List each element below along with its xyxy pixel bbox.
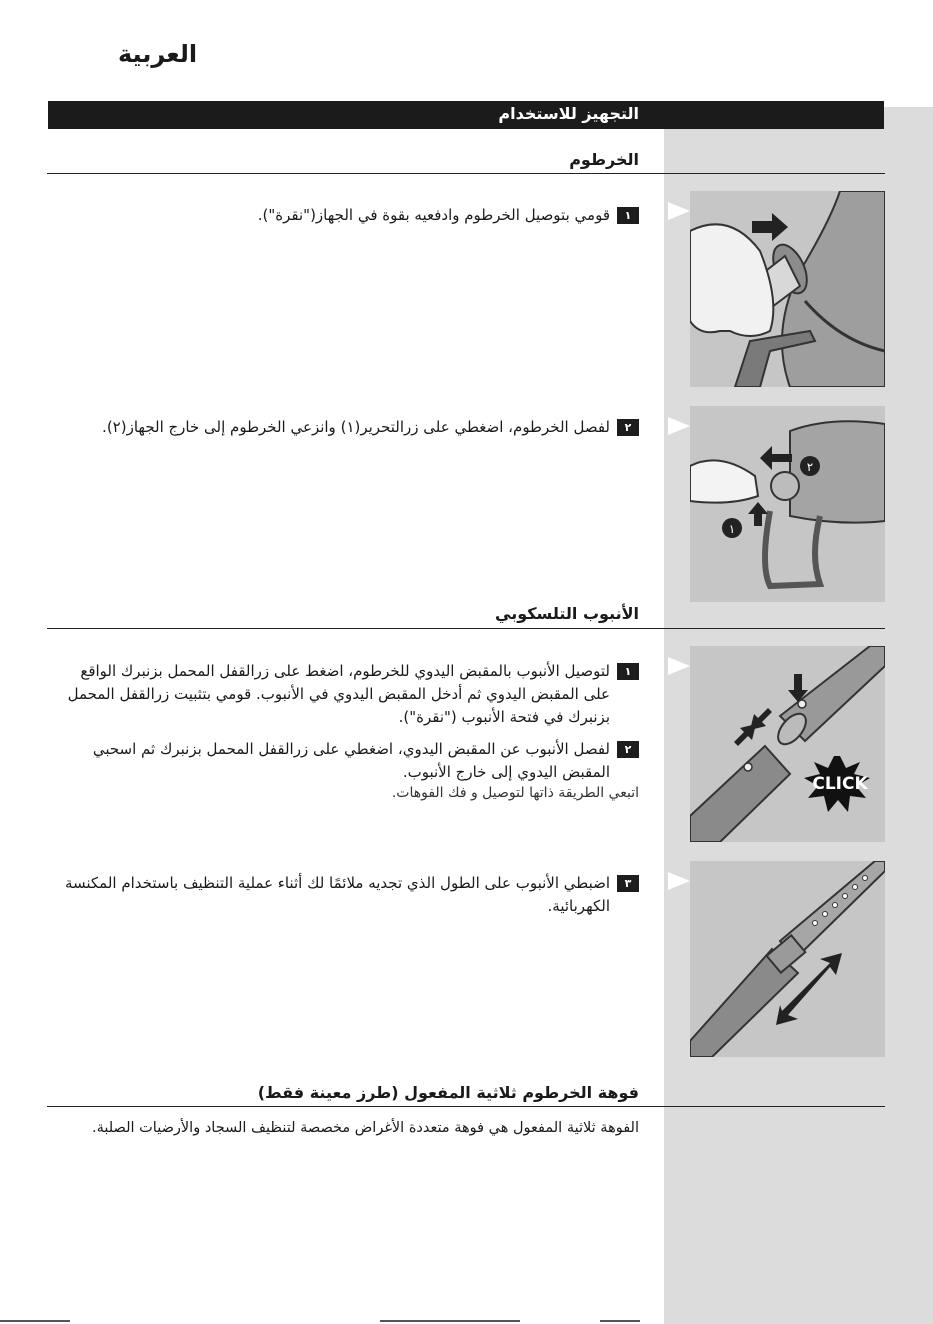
tube-step-1-text: لتوصيل الأنبوب بالمقبض اليدوي للخرطوم، اضغط على زرالقفل المحمل بزنبرك الواقع على المقبض اليدوي ثم أدخل المقبض اليدوي في الأنبوب. قومي بتثبيت زرالقفل المحمل بزنبرك في فتحة الأنبوب ("نقرة").	[67, 662, 610, 726]
hose-connect-illustration	[690, 191, 885, 387]
hose-connect-drawing	[690, 191, 885, 387]
language-heading: العربية	[118, 40, 198, 68]
illustration-pointer	[668, 872, 690, 890]
step-number-badge: ١	[617, 663, 639, 680]
hose-section-rule	[47, 173, 885, 174]
hose-step-1-text: قومي بتوصيل الخرطوم وادفعيه بقوة في الجهاز("نقرة").	[257, 206, 610, 224]
hose-release-drawing	[690, 406, 885, 602]
tube-section-rule	[47, 628, 885, 629]
step-number-badge: ٢	[617, 419, 639, 436]
tube-adjust-drawing	[690, 861, 885, 1057]
nozzle-section-title: فوهة الخرطوم ثلاثية المفعول (طرز معينة فقط)	[257, 1083, 639, 1102]
tube-click-illustration	[690, 646, 885, 842]
hose-section-title: الخرطوم	[569, 150, 639, 169]
tube-step-3-text: اضبطي الأنبوب على الطول الذي تجديه ملائمًا لك أثناء عملية التنظيف باستخدام المكنسة الكهربائية.	[64, 874, 610, 915]
badge-pull-label: ٢	[806, 460, 814, 474]
tube-step-3	[54, 872, 639, 918]
nozzle-description: الفوهة ثلاثية المفعول هي فوهة متعددة الأغراض مخصصة لتنظيف السجاد والأرضيات الصلبة.	[91, 1120, 639, 1136]
tube-section-title: الأنبوب التلسكوبي	[495, 604, 639, 623]
tube-note: اتبعي الطريقة ذاتها لتوصيل و فك الفوهات.	[391, 785, 639, 801]
click-label: CLICK	[812, 774, 868, 794]
illustration-pointer	[668, 202, 690, 220]
step-number-badge: ٣	[617, 875, 639, 892]
print-crop-marks	[0, 1318, 933, 1324]
hose-step-1	[79, 204, 639, 227]
tube-step-2-text: لفصل الأنبوب عن المقبض اليدوي، اضغطي على زرالقفل المحمل بزنبرك ثم اسحبي المقبض اليدوي إلى خارج الأنبوب.	[92, 740, 610, 781]
step-number-badge: ١	[617, 207, 639, 224]
hose-step-2-text: لفصل الخرطوم، اضغطي على زرالتحرير(١) وانزعي الخرطوم إلى خارج الجهاز(٢).	[102, 418, 610, 436]
hose-release-illustration	[690, 406, 885, 602]
tube-adjust-illustration	[690, 861, 885, 1057]
section-banner	[48, 101, 884, 129]
tube-click-drawing	[690, 646, 885, 842]
illustration-pointer	[668, 417, 690, 435]
step-number-badge: ٢	[617, 741, 639, 758]
tube-step-2	[54, 738, 639, 784]
nozzle-section-rule	[47, 1106, 885, 1107]
hose-step-2	[79, 416, 639, 439]
tube-step-1	[54, 660, 639, 729]
badge-release-label: ١	[728, 522, 736, 536]
illustration-pointer	[668, 657, 690, 675]
banner-title: التجهيز للاستخدام	[498, 104, 639, 123]
